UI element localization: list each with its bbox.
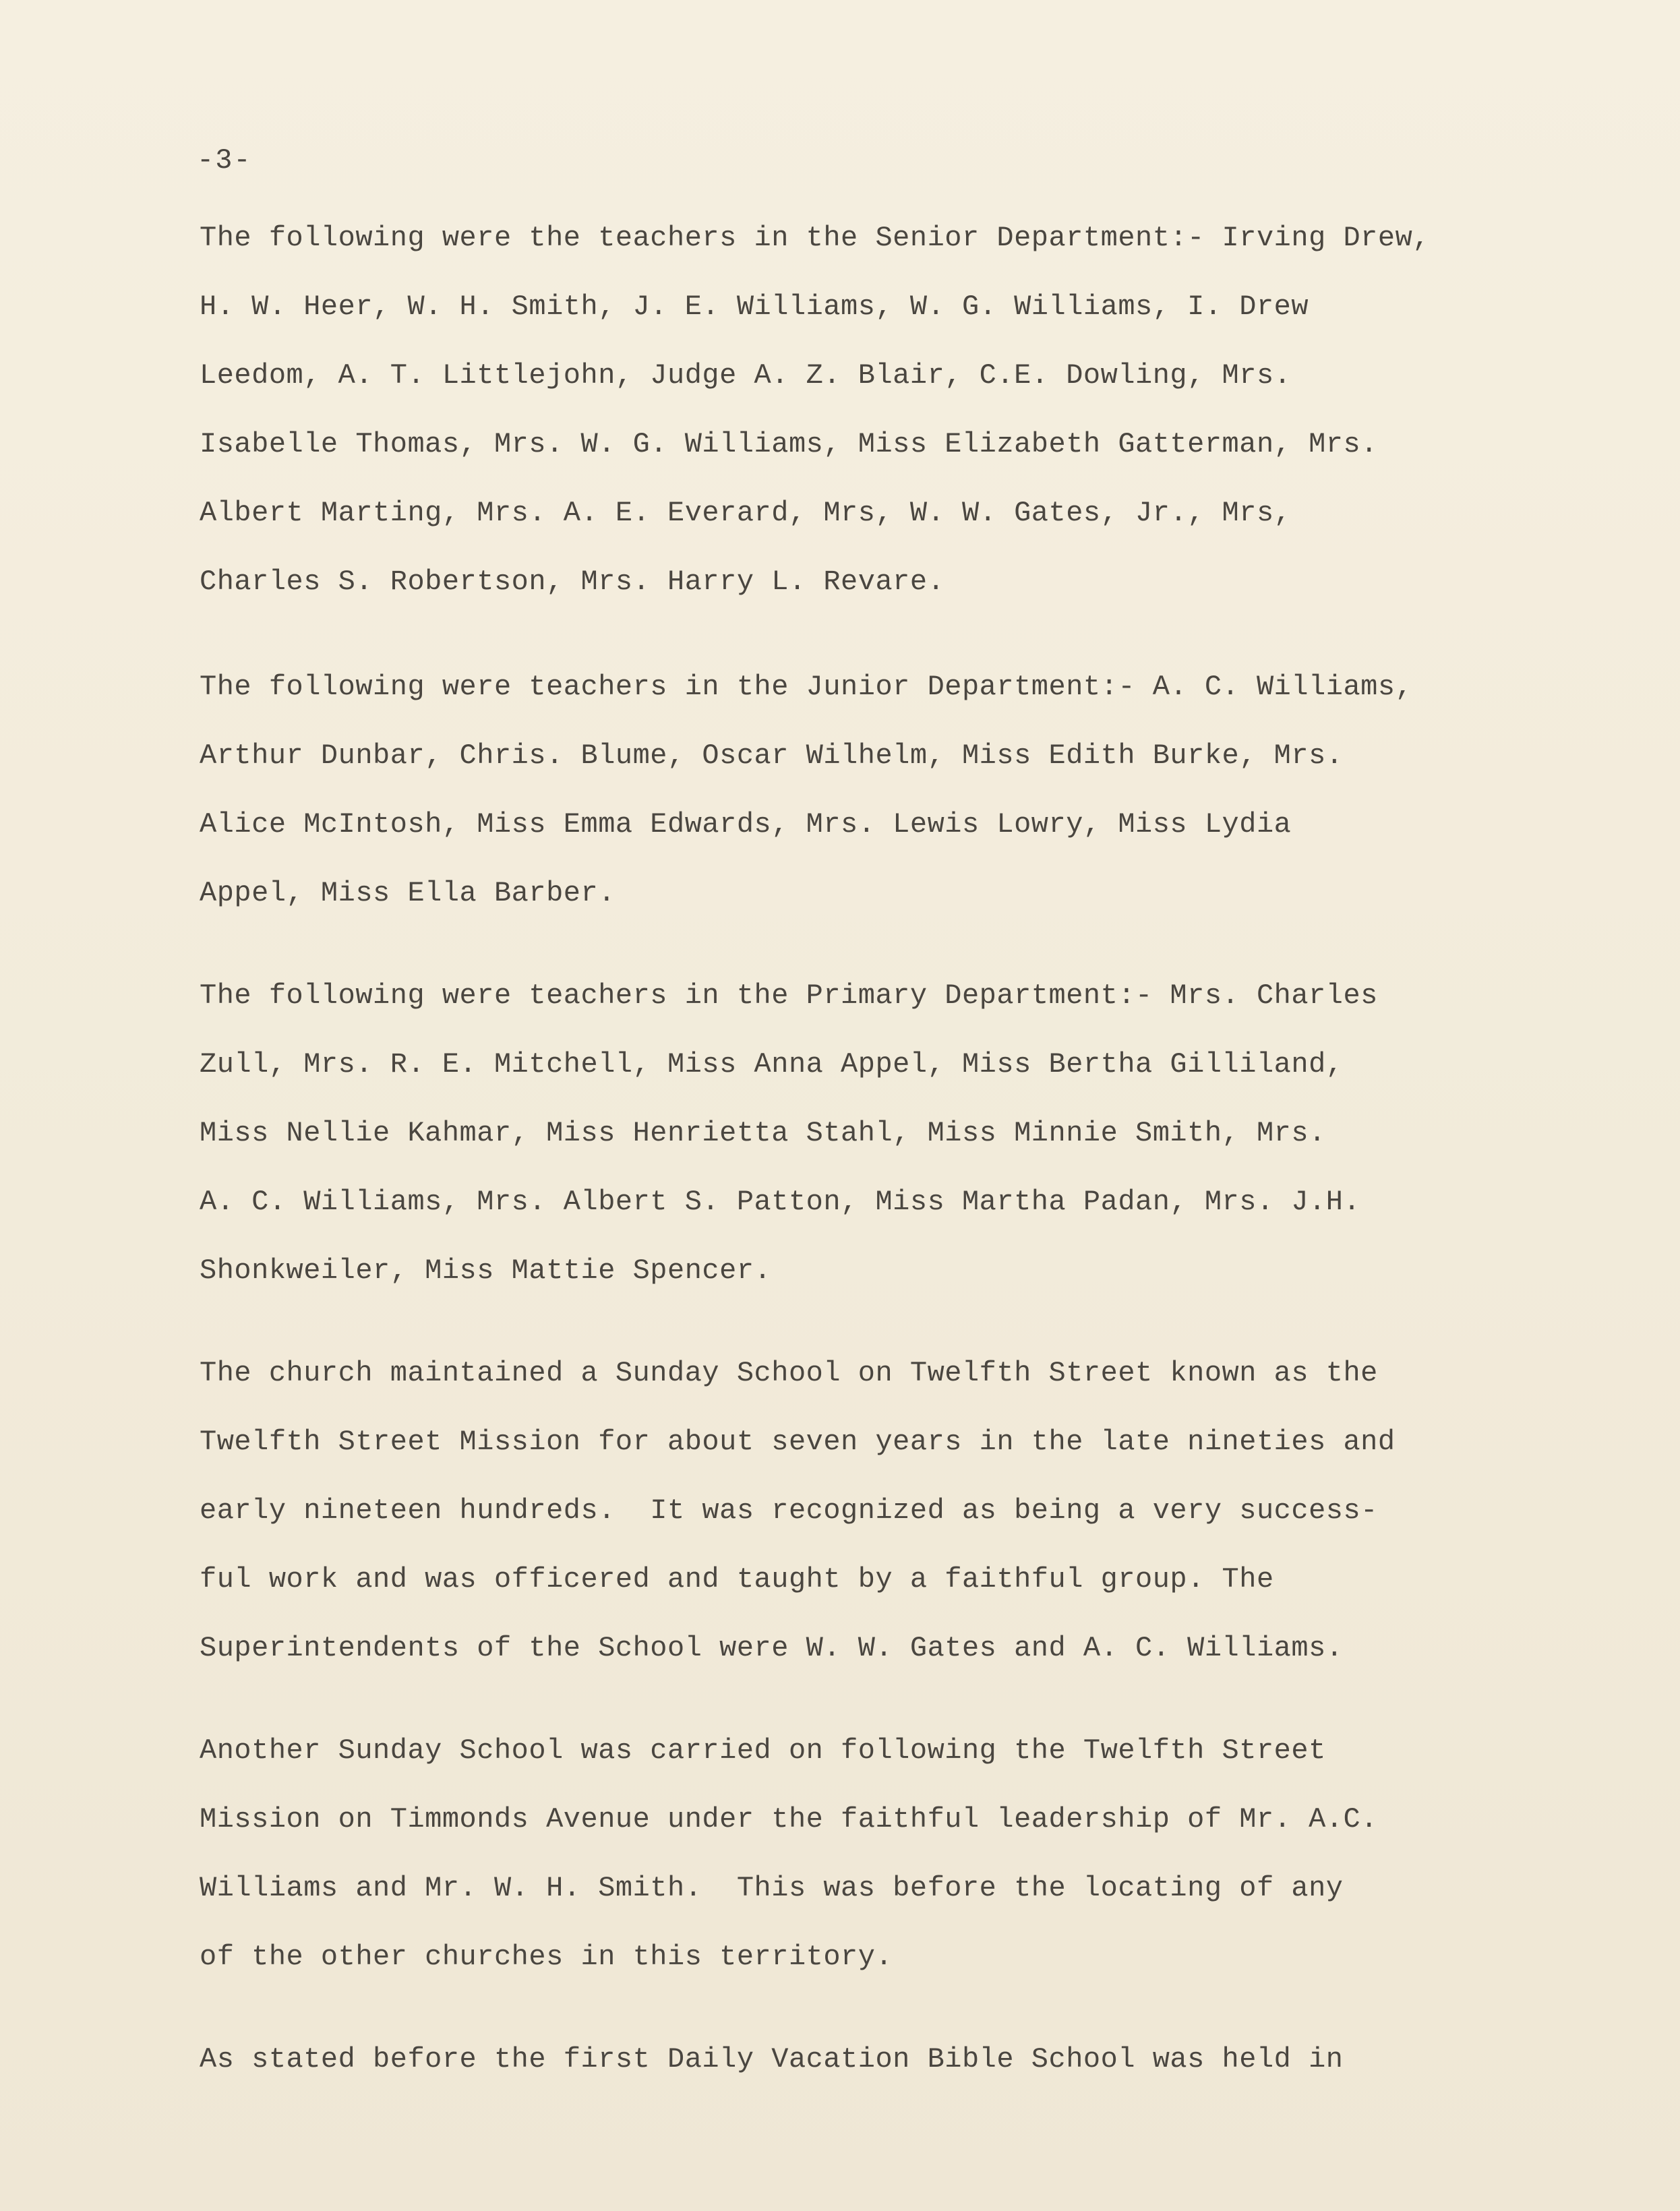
text-line: Appel, Miss Ella Barber. (200, 877, 616, 909)
primary-department-teachers-paragraph (200, 961, 1378, 1305)
text-line: The church maintained a Sunday School on Twelfth Street known as the (200, 1357, 1378, 1389)
text-line: Superintendents of the School were W. W. Gates and A. C. Williams. (200, 1632, 1344, 1664)
text-line: Zull, Mrs. R. E. Mitchell, Miss Anna Appel, Miss Bertha Gilliland, (200, 1048, 1344, 1081)
text-line: Shonkweiler, Miss Mattie Spencer. (200, 1254, 772, 1287)
text-line: ful work and was officered and taught by a faithful group. The (200, 1563, 1274, 1596)
text-line: Albert Marting, Mrs. A. E. Everard, Mrs, W. W. Gates, Jr., Mrs, (200, 497, 1292, 529)
text-line: Williams and Mr. W. H. Smith. This was before the locating of any (200, 1872, 1344, 1904)
text-line: Alice McIntosh, Miss Emma Edwards, Mrs. Lewis Lowry, Miss Lydia (200, 808, 1292, 841)
text-line: Leedom, A. T. Littlejohn, Judge A. Z. Blair, C.E. Dowling, Mrs. (200, 359, 1292, 392)
text-line: Mission on Timmonds Avenue under the faithful leadership of Mr. A.C. (200, 1803, 1378, 1836)
twelfth-street-mission-paragraph (200, 1339, 1396, 1683)
timmonds-avenue-school-paragraph (200, 1716, 1378, 1991)
text-line: Arthur Dunbar, Chris. Blume, Oscar Wilhelm, Miss Edith Burke, Mrs. (200, 739, 1344, 772)
senior-department-teachers-paragraph (200, 204, 1430, 616)
text-line: Charles S. Robertson, Mrs. Harry L. Revare. (200, 566, 945, 598)
junior-department-teachers-paragraph (200, 653, 1412, 928)
text-line: of the other churches in this territory. (200, 1941, 893, 1973)
page-number: -3- (197, 144, 252, 177)
text-line: The following were teachers in the Primary Department:- Mrs. Charles (200, 979, 1378, 1012)
text-line: As stated before the first Daily Vacation Bible School was held in (200, 2043, 1344, 2076)
text-line: Twelfth Street Mission for about seven years in the late nineties and (200, 1426, 1396, 1458)
vacation-bible-school-paragraph (200, 2025, 1343, 2094)
text-line: Miss Nellie Kahmar, Miss Henrietta Stahl, Miss Minnie Smith, Mrs. (200, 1117, 1326, 1149)
text-line: A. C. Williams, Mrs. Albert S. Patton, Miss Martha Padan, Mrs. J.H. (200, 1186, 1361, 1218)
text-line: The following were teachers in the Junior Department:- A. C. Williams, (200, 671, 1413, 703)
text-line: Another Sunday School was carried on following the Twelfth Street (200, 1734, 1326, 1767)
text-line: Isabelle Thomas, Mrs. W. G. Williams, Miss Elizabeth Gatterman, Mrs. (200, 428, 1378, 460)
text-line: The following were the teachers in the Senior Department:- Irving Drew, (200, 222, 1430, 254)
text-line: early nineteen hundreds. It was recognized as being a very success- (200, 1494, 1378, 1527)
text-line: H. W. Heer, W. H. Smith, J. E. Williams, W. G. Williams, I. Drew (200, 291, 1309, 323)
